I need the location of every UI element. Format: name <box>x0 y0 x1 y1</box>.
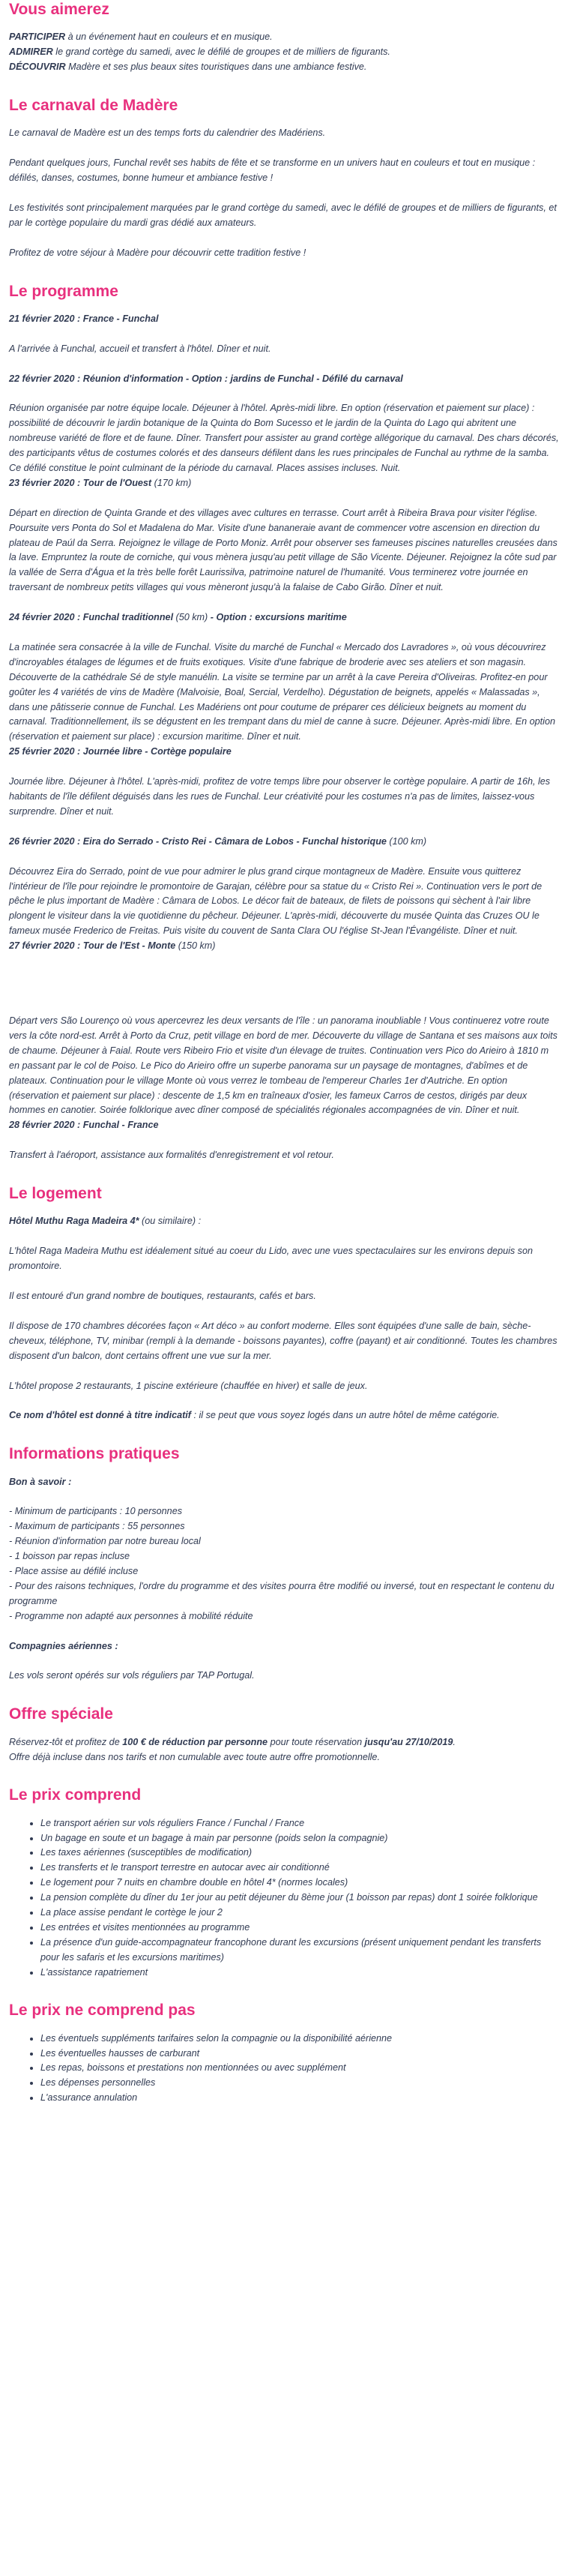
compagnies-heading: Compagnies aériennes : <box>9 1640 118 1651</box>
list-item: • Les repas, boissons et prestations non mentionnées ou avec supplément <box>40 2061 559 2076</box>
hotel-note <box>9 1408 559 1423</box>
section-title-logement: Le logement <box>9 1185 102 1203</box>
day-text: Journée libre. Déjeuner à l'hôtel. L'après-midi, profitez de votre temps libre pour observer le cortège populaire. A partir de 16h, les habitants de l'île défilent déguisés dans les rues de Funchal. Leur créativité pour les costumes n'a pas de limites, laissez-vous surprendre. Dîner et nuit. <box>9 776 551 817</box>
section-infos <box>9 1444 559 1684</box>
info-line: - Pour des raisons techniques, l'ordre du programme et des visites pourra être modifié ou inversé, tout en respectant le contenu du programme <box>9 1580 555 1606</box>
section-vous-aimerez <box>9 0 559 75</box>
highlight-text: Madère et ses plus beaux sites touristiques dans une ambiance festive. <box>65 61 367 73</box>
list-item: • Le logement pour 7 nuits en chambre double en hôtel 4* (normes locales) <box>40 1876 559 1891</box>
day-distance: (100 km) <box>386 835 427 847</box>
list-item: • La pension complète du dîner du 1er jour au petit déjeuner du 8ème jour (1 boisson par repas) dont 1 soirée folklorique <box>40 1891 559 1906</box>
list-item: • Les dépenses personnelles <box>40 2076 559 2091</box>
info-line: - Programme non adapté aux personnes à mobilité réduite <box>9 1610 253 1621</box>
offre-text: . <box>453 1736 456 1747</box>
day-text: Réunion organisée par notre équipe locale. Déjeuner à l'hôtel. Après-midi libre. En option (réservation et paiement sur place) : possibilité de découvrir le jardin botanique de la Quinta do Bom Sucesso et le jardin de la Quinta do Lago qui abritent une nombreuse variété de flore et de faune. Dîner. Transfert pour assister au grand cortège allégorique du carnaval. Des chars décorés, des participants vêtus de costumes colorés et des danseurs défilent dans les rues principales de Funchal au rythme de la samba. Ce défilé constitue le point culminant de la période du carnaval. Places assises incluses. Nuit. <box>9 403 559 473</box>
section-logement <box>9 1184 559 1423</box>
section-programme <box>9 282 559 1164</box>
excluded-list <box>9 2032 559 2106</box>
day-distance: (170 km) <box>151 477 192 488</box>
hotel-name-suffix: (ou similaire) : <box>139 1216 202 1227</box>
offre-discount: 100 € de réduction par personne <box>122 1736 268 1747</box>
highlight-line <box>9 60 559 75</box>
list-item: • Le transport aérien sur vols réguliers France / Funchal / France <box>40 1816 559 1831</box>
carnaval-paragraph: Le carnaval de Madère est un des temps forts du calendrier des Madériens. <box>9 127 326 139</box>
info-line: - 1 boisson par repas incluse <box>9 1551 130 1562</box>
day-title-main: 23 février 2020 : Tour de l'Ouest <box>9 477 152 488</box>
section-title-programme: Le programme <box>9 282 118 300</box>
hotel-note-text: : il se peut que vous soyez logés dans un autre hôtel de même catégorie. <box>191 1410 500 1421</box>
day-title <box>9 476 559 491</box>
hotel-paragraph: L'hôtel propose 2 restaurants, 1 piscine extérieure (chauffée en hiver) et salle de jeux. <box>9 1380 368 1391</box>
offre-text: pour toute réservation <box>268 1736 365 1747</box>
day-text: Transfert à l'aéroport, assistance aux formalités d'enregistrement et vol retour. <box>9 1150 334 1161</box>
carnaval-paragraph: Pendant quelques jours, Funchal revêt ses habits de fête et se transforme en un univers haut en couleurs et tout en musique : défilés, danses, costumes, bonne humeur et ambiance festive ! <box>9 157 536 183</box>
offre-text: Réservez-tôt et profitez de <box>9 1736 123 1747</box>
list-item: • Les entrées et visites mentionnées au programme <box>40 1921 559 1936</box>
info-line: - Maximum de participants : 55 personnes <box>9 1521 185 1532</box>
day-text: Découvrez Eira do Serrado, point de vue pour admirer le plus grand cirque montagneux de Madère. Ensuite vous quitterez l'intérieur de l'île pour rejoindre le promontoire de Garajan, célèbre pour sa statue du « Cristo Rei ». Continuation vers le port de pêche le plus important de Madère : Câmara de Lobos. Le décor fait de bateaux, de filets de poissons qui sèchent à l'air libre plongent le visiteur dans la vie quotidienne du pêcheur. Déjeuner. L'après-midi, découverte du musée Quinta das Cruzes OU le fameux musée Frederico de Freitas. Puis visite du couvent de Santa Clara OU l'église St-Jean l'Évangéliste. Dîner et nuit. <box>9 865 543 937</box>
day-text: Départ en direction de Quinta Grande et des villages avec cultures en terrasse. Court arrêt à Ribeira Brava pour visiter l'église. Poursuite vers Ponta do Sol et Madalena do Mar. Visite d'une bananeraie avant de commencer votre ascension en direction du plateau de Paúl da Serra. Rejoignez le village de Porto Moniz. Arrêt pour observer ses fameuses piscines naturelles creusées dans la lave. Empruntez la route de corniche, qui vous mènera jusqu'au petit village de São Vicente. Déjeuner. Rejoignez la côte sud par la vallée de Serra d'Água et la très belle forêt Laurissilva, patrimoine naturel de l'humanité. Vous terminerez votre journée en traversant de nombreux petits villages qui vous mèneront jusqu'à la falaise de Cabo Girão. Dîner et nuit. <box>9 507 558 593</box>
day-title <box>9 835 559 850</box>
section-prix-ne-comprend <box>9 2001 559 2106</box>
day-title <box>9 610 559 625</box>
day-text: La matinée sera consacrée à la ville de Funchal. Visite du marché de Funchal « Mercado dos Lavradores », où vous découvrirez d'incroyables étalages de légumes et de fruits exotiques. Visite d'une fabrique de broderie avec ses ateliers et son magasin. Découverte de la cathédrale Sé de style manuélin. La visite se termine par un arrêt à la cave Pereira d'Oliveiras. Profitez-en pour goûter les 4 variétés de vins de Madère (Malvoisie, Boal, Sercial, Verdelho). Dégustation de beignets, appelés « Malassadas », dans une pâtisserie connue de Funchal. Les Madériens ont pour coutume de préparer ces délicieux beignets au moment du carnaval. Traditionnellement, ils se dégustent en les trempant dans du miel de canne à sucre. Déjeuner. Après-midi libre. En option (réservation et paiement sur place) : excursion maritime. Dîner et nuit. <box>9 642 555 742</box>
offre-condition: Offre déjà incluse dans nos tarifs et non cumulable avec toute autre offre promotionnelle. <box>9 1751 380 1762</box>
hotel-note-bold: Ce nom d'hôtel est donné à titre indicatif <box>9 1410 191 1421</box>
day-distance: (50 km) <box>173 612 208 623</box>
highlight-line <box>9 30 559 45</box>
highlight-text: à un événement haut en couleurs et en musique. <box>65 31 273 43</box>
list-item: • Les éventuels suppléments tarifaires selon la compagnie ou la disponibilité aérienne <box>40 2032 559 2047</box>
section-title-prix-ne-comprend: Le prix ne comprend pas <box>9 2002 196 2020</box>
day-title-main: 24 février 2020 : Funchal traditionnel <box>9 612 174 623</box>
list-item: • L'assurance annulation <box>40 2091 559 2106</box>
section-prix-comprend <box>9 1786 559 1980</box>
highlight-keyword: ADMIRER <box>9 46 53 58</box>
info-line: - Minimum de participants : 10 personnes <box>9 1506 182 1517</box>
bon-a-savoir-heading: Bon à savoir : <box>9 1476 72 1487</box>
section-title-offre: Offre spéciale <box>9 1705 113 1723</box>
included-list <box>9 1816 559 1981</box>
offre-line <box>9 1735 559 1750</box>
list-item: • L'assistance rapatriement <box>40 1966 559 1981</box>
list-item: • Les transferts et le transport terrestre en autocar avec air conditionné <box>40 1861 559 1876</box>
section-carnaval <box>9 96 559 261</box>
section-title-carnaval: Le carnaval de Madère <box>9 96 178 114</box>
list-item: • Les taxes aériennes (susceptibles de modification) <box>40 1846 559 1861</box>
list-item: • Les éventuelles hausses de carburant <box>40 2047 559 2062</box>
hotel-paragraph: Il dispose de 170 chambres décorées façon « Art déco » au confort moderne. Elles sont équipées d'une salle de bain, sèche-cheveux, téléphone, TV, minibar (rempli à la demande - boissons payantes), coffre (payant) et air conditionné. Toutes les chambres disposent d'un balcon, dont certains offrent une vue sur la mer. <box>9 1320 558 1361</box>
day-text: Départ vers São Lourenço où vous apercevrez les deux versants de l'île : un panorama inoubliable ! Vous continuerez votre route vers la côte nord-est. Arrêt à Porto da Cruz, petit village en bord de mer. Découverte du village de Santana et ses maisons aux toits de chaume. Déjeuner à Faial. Route vers Ribeiro Frio et visite d'un élevage de truites. Continuation vers Pico do Arieiro à 1810 m en passant par le col de Poiso. Le Pico do Arieiro offre un superbe panorama sur un paysage de montagnes, d'abîmes et de plateaux. Continuation pour le village Monte où vous verrez le tombeau de l'empereur Charles 1er d'Autriche. En option (réservation et paiement sur place) : descente de 1,5 km en traîneaux d'osier, les fameux Carros de cestos, dirigés par deux hommes en canotier. Soirée folklorique avec dîner composé de spécialités régionales accompagnées de vin. Dîner et nuit. <box>9 1015 558 1116</box>
day-distance: (150 km) <box>175 940 216 952</box>
info-line: - Place assise au défilé incluse <box>9 1566 139 1577</box>
carnaval-paragraph: Profitez de votre séjour à Madère pour découvrir cette tradition festive ! <box>9 247 306 258</box>
day-text: A l'arrivée à Funchal, accueil et transfert à l'hôtel. Dîner et nuit. <box>9 343 271 354</box>
offre-deadline: jusqu'au 27/10/2019 <box>364 1736 453 1747</box>
day-title: 22 février 2020 : Réunion d'information - Option : jardins de Funchal - Défilé du carnaval <box>9 373 403 384</box>
hotel-paragraph: Il est entouré d'un grand nombre de boutiques, restaurants, cafés et bars. <box>9 1290 316 1301</box>
day-title-option: - Option : excursions maritime <box>208 612 347 623</box>
day-title: 28 février 2020 : Funchal - France <box>9 1120 159 1131</box>
section-title-infos: Informations pratiques <box>9 1445 180 1463</box>
highlight-text: le grand cortège du samedi, avec le défilé de groupes et de milliers de figurants. <box>52 46 390 58</box>
section-offre <box>9 1705 559 1765</box>
highlight-line <box>9 45 559 60</box>
day-title: 21 février 2020 : France - Funchal <box>9 313 159 324</box>
carnaval-paragraph: Les festivités sont principalement marquées par le grand cortège du samedi, avec le défilé de groupes et de milliers de figurants, et par le cortège populaire du mardi gras dédié aux amateurs. <box>9 202 557 228</box>
hotel-name-line <box>9 1214 559 1229</box>
section-title-prix-comprend: Le prix comprend <box>9 1786 142 1804</box>
list-item: • La présence d'un guide-accompagnateur francophone durant les excursions (présent uniquement pendant les transferts pour les safaris et les excursions maritimes) <box>40 1936 559 1966</box>
day-title <box>9 939 559 954</box>
hotel-name: Hôtel Muthu Raga Madeira 4* <box>9 1216 139 1227</box>
highlight-keyword: DÉCOUVRIR <box>9 61 66 73</box>
day-title: 25 février 2020 : Journée libre - Cortège populaire <box>9 746 232 757</box>
day-title-main: 26 février 2020 : Eira do Serrado - Cristo Rei - Câmara de Lobos - Funchal historique <box>9 835 387 847</box>
section-title-vous-aimerez: Vous aimerez <box>9 1 109 18</box>
day-title-main: 27 février 2020 : Tour de l'Est - Monte <box>9 940 176 952</box>
highlight-keyword: PARTICIPER <box>9 31 66 43</box>
list-item: • La place assise pendant le cortège le jour 2 <box>40 1906 559 1921</box>
list-item: • Un bagage en soute et un bagage à main par personne (poids selon la compagnie) <box>40 1831 559 1846</box>
hotel-paragraph: L'hôtel Raga Madeira Muthu est idéalement situé au coeur du Lido, avec une vues spectaculaires sur les environs depuis son promontoire. <box>9 1246 533 1272</box>
compagnies-text: Les vols seront opérés sur vols réguliers par TAP Portugal. <box>9 1670 255 1681</box>
info-line: - Réunion d'information par notre bureau local <box>9 1536 201 1547</box>
